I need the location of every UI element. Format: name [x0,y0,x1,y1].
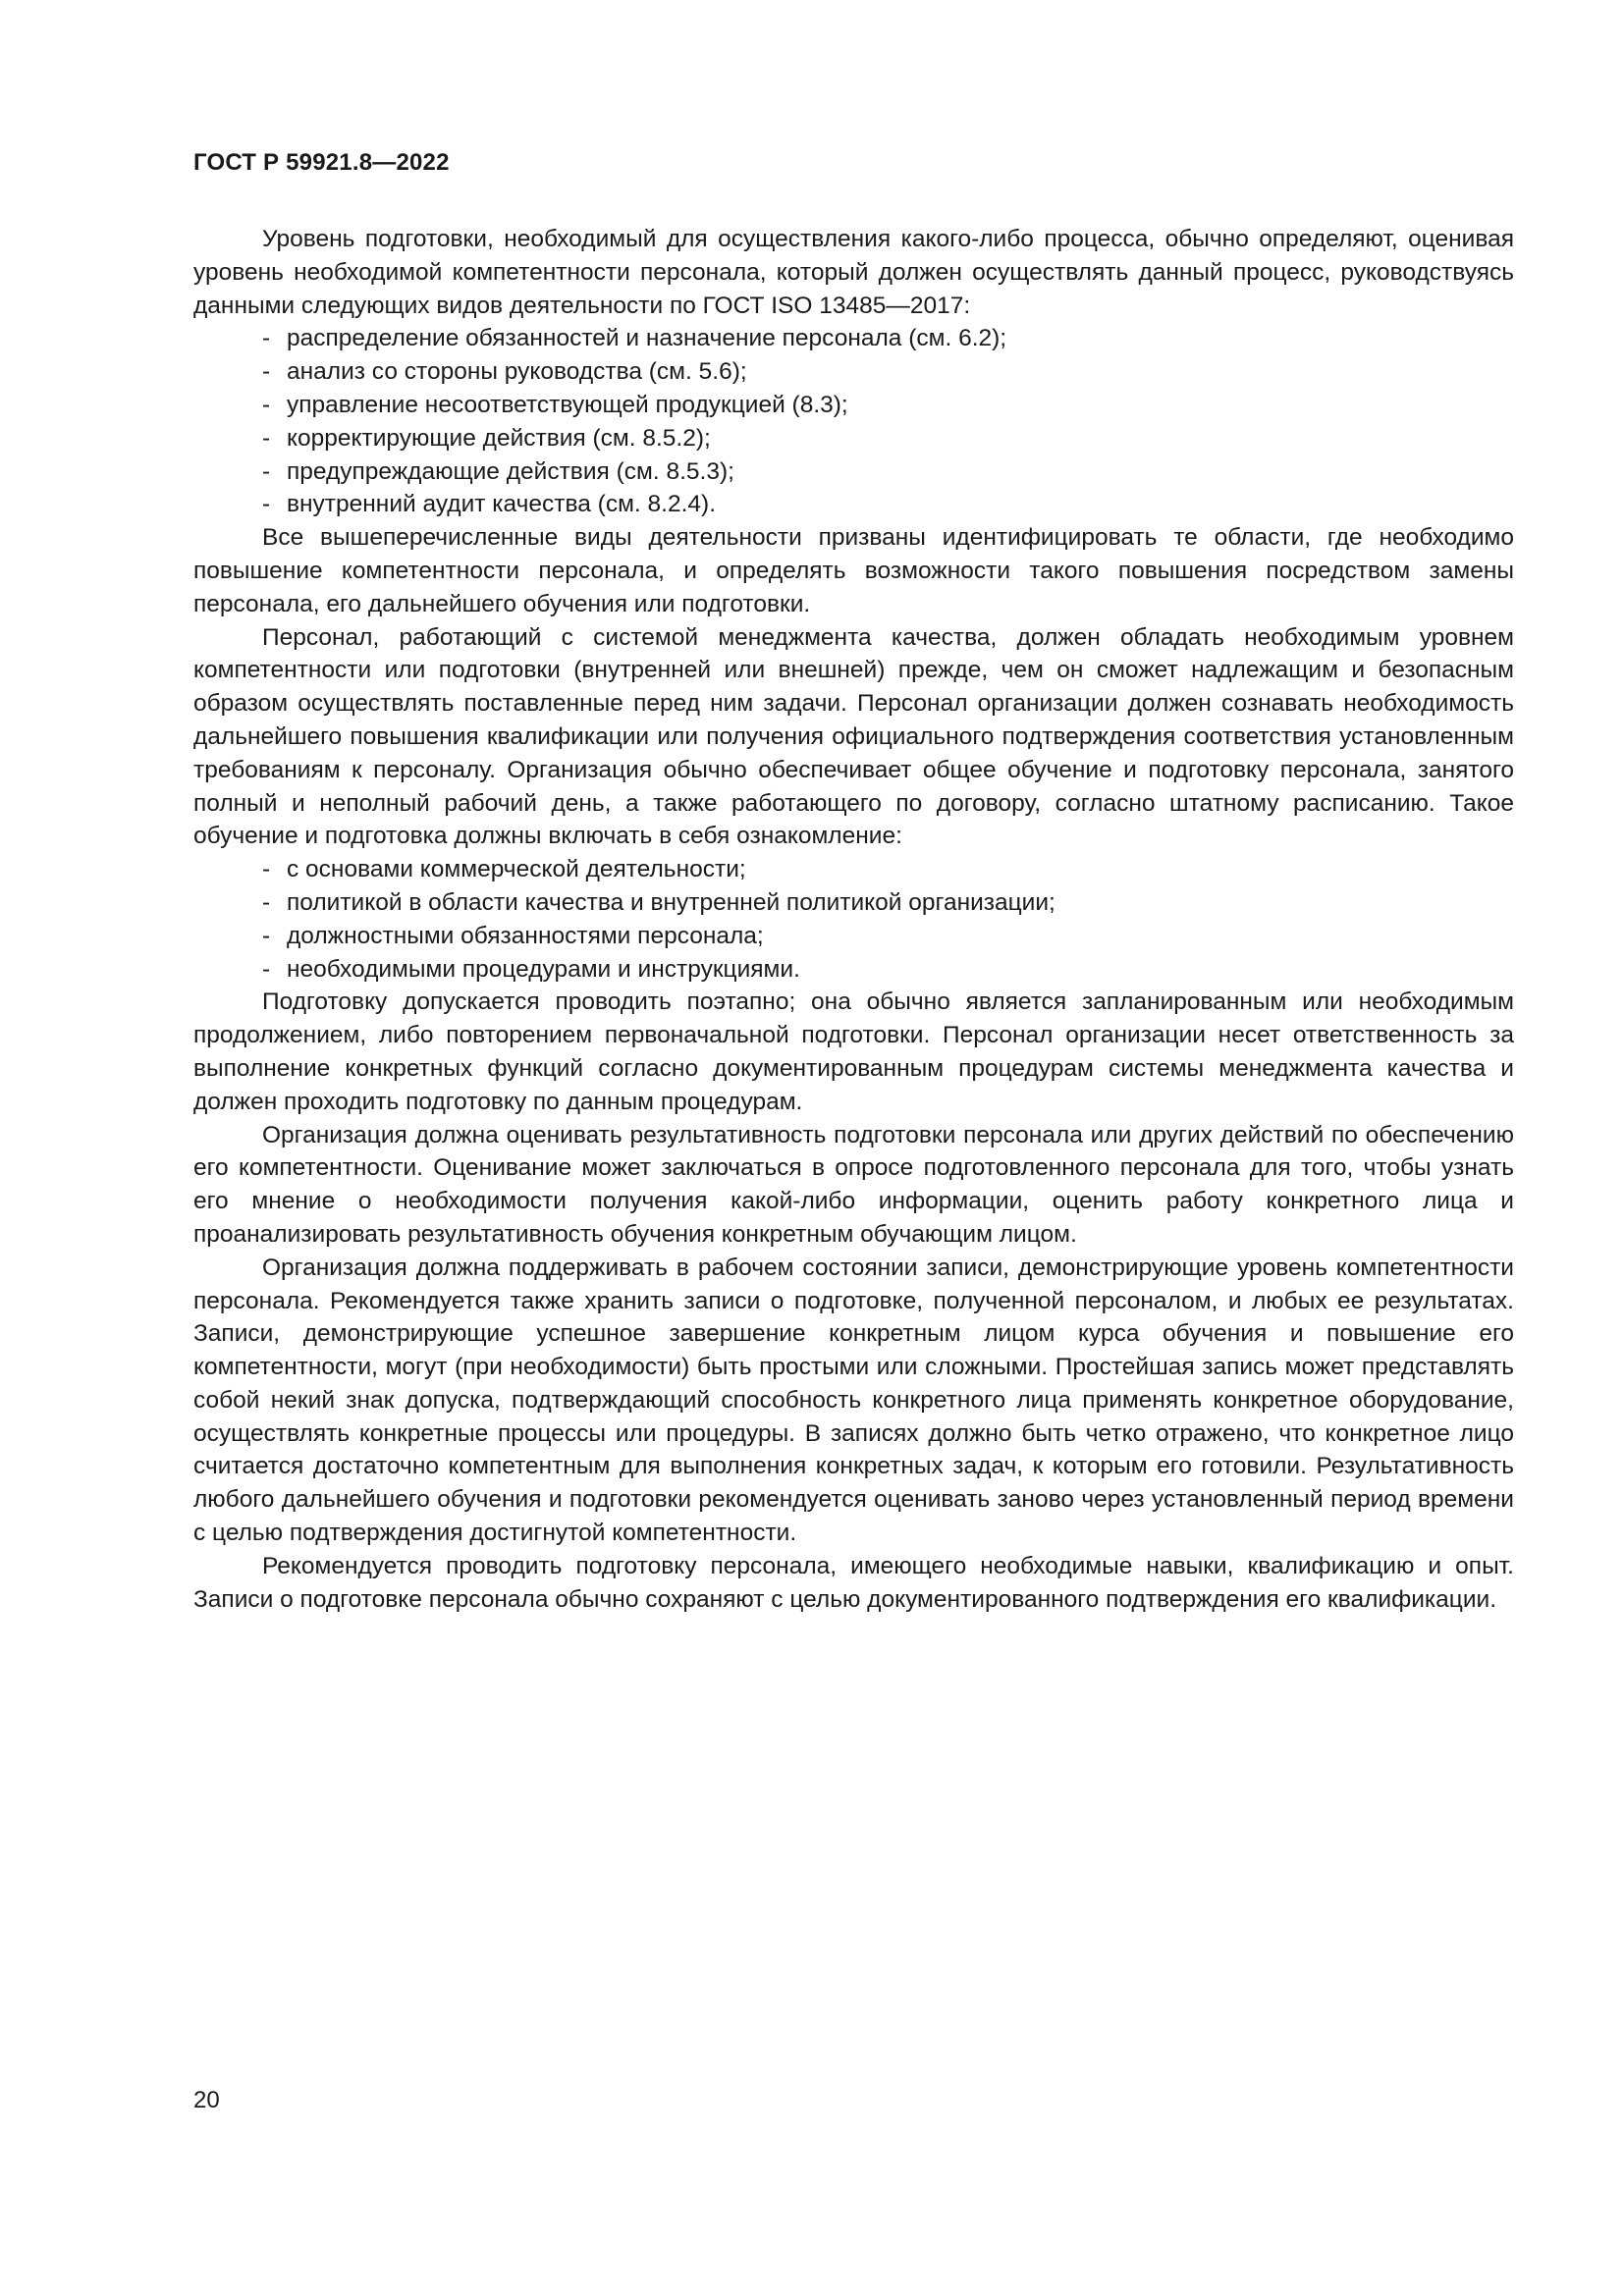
list-dash: - [262,358,271,386]
list-item-text: распределение обязанностей и назначение персонала (см. 6.2); [287,325,1007,352]
list-item-text: управление несоответствующей продукцией (8.3); [287,391,848,418]
paragraph-stages: Подготовку допускается проводить поэтапно; она обычно является запланированным или необходимым продолжением, либо повторением первоначальной подготовки. Персонал организации несет ответственность за выполнение конкретных функций согласно документированным процедурам системы менеджмента качества и должен проходить подготовку по данным процедурам. [193,988,1514,1115]
list-item [193,953,1514,987]
document-body [193,223,1514,1616]
list-item [193,920,1514,953]
list-item [193,322,1514,355]
list-item [193,422,1514,455]
list-item-text: внутренний аудит качества (см. 8.2.4). [287,491,717,518]
list-item-text: предупреждающие действия (см. 8.5.3); [287,457,734,485]
list-dash: - [262,888,271,916]
list-item [193,488,1514,521]
page-number: 20 [193,2087,220,2113]
list-item-text: необходимыми процедурами и инструкциями. [287,955,800,983]
list-item-text: анализ со стороны руководства (см. 5.6); [287,358,747,386]
list-item [193,853,1514,886]
list-item [193,455,1514,489]
list-item-text: корректирующие действия (см. 8.5.2); [287,424,711,452]
activities-list [193,322,1514,521]
list-item [193,886,1514,920]
paragraph-final: Рекомендуется проводить подготовку персонала, имеющего необходимые навыки, квалификацию и опыт. Записи о подготовке персонала обычно сохраняют с целью документированного подтверждения его квалификации. [193,1552,1514,1613]
paragraph-intro: Уровень подготовки, необходимый для осуществления какого-либо процесса, обычно определяют, оценивая уровень необходимой компетентности персонала, который должен осуществлять данный процесс, руководствуясь данными следующих видов деятельности по ГОСТ ISO 13485—2017: [193,226,1514,319]
list-dash: - [262,391,271,418]
familiarization-list [193,853,1514,986]
list-item-text: политикой в области качества и внутренней политикой организации; [287,888,1056,916]
paragraph-evaluation: Организация должна оценивать результативность подготовки персонала или других действий по обеспечению его компетентности. Оценивание может заключаться в опросе подготовленного персонала для того, чтобы узнать его мнение о необходимости получения какой-либо информации, оценить работу конкретного лица и проанализировать результативность обучения конкретным обучающим лицом. [193,1121,1514,1248]
standard-code-header: ГОСТ Р 59921.8—2022 [193,149,450,176]
list-dash: - [262,424,271,452]
paragraph-activities-purpose: Все вышеперечисленные виды деятельности призваны идентифицировать те области, где необходимо повышение компетентности персонала, и определять возможности такого повышения посредством замены персонала, его дальнейшего обучения или подготовки. [193,524,1514,617]
list-item [193,355,1514,389]
list-item-text: должностными обязанностями персонала; [287,922,764,949]
paragraph-records: Организация должна поддерживать в рабочем состоянии записи, демонстрирующие уровень компетентности персонала. Рекомендуется также хранить записи о подготовке, полученной персоналом, и любых ее результатах. Записи, демонстрирующие успешное завершение конкретным лицом курса обучения и повышение его компетентности, могут (при необходимости) быть простыми или сложными. Простейшая запись может представлять собой некий знак допуска, подтверждающий способность конкретного лица применять конкретное оборудование, осуществлять конкретные процессы или процедуры. В записях должно быть четко отражено, что конкретное лицо считается достаточно компетентным для выполнения конкретных задач, к которым его готовили. Результативность любого дальнейшего обучения и подготовки рекомендуется оценивать заново через установленный период времени с целью подтверждения достигнутой компетентности. [193,1254,1514,1547]
list-dash: - [262,922,271,949]
list-dash: - [262,955,271,983]
list-dash: - [262,491,271,518]
list-dash: - [262,856,271,883]
list-dash: - [262,457,271,485]
list-item [193,389,1514,422]
list-dash: - [262,325,271,352]
paragraph-personnel-competence: Персонал, работающий с системой менеджмента качества, должен обладать необходимым уровнем компетентности или подготовки (внутренней или внешней) прежде, чем он сможет надлежащим и безопасным образом осуществлять поставленные перед ним задачи. Персонал организации должен сознавать необходимость дальнейшего повышения квалификации или получения официального подтверждения соответствия установленным требованиям к персоналу. Организация обычно обеспечивает общее обучение и подготовку персонала, занятого полный и неполный рабочий день, а также работающего по договору, согласно штатному расписанию. Такое обучение и подготовка должны включать в себя ознакомление: [193,623,1514,850]
list-item-text: с основами коммерческой деятельности; [287,856,746,883]
